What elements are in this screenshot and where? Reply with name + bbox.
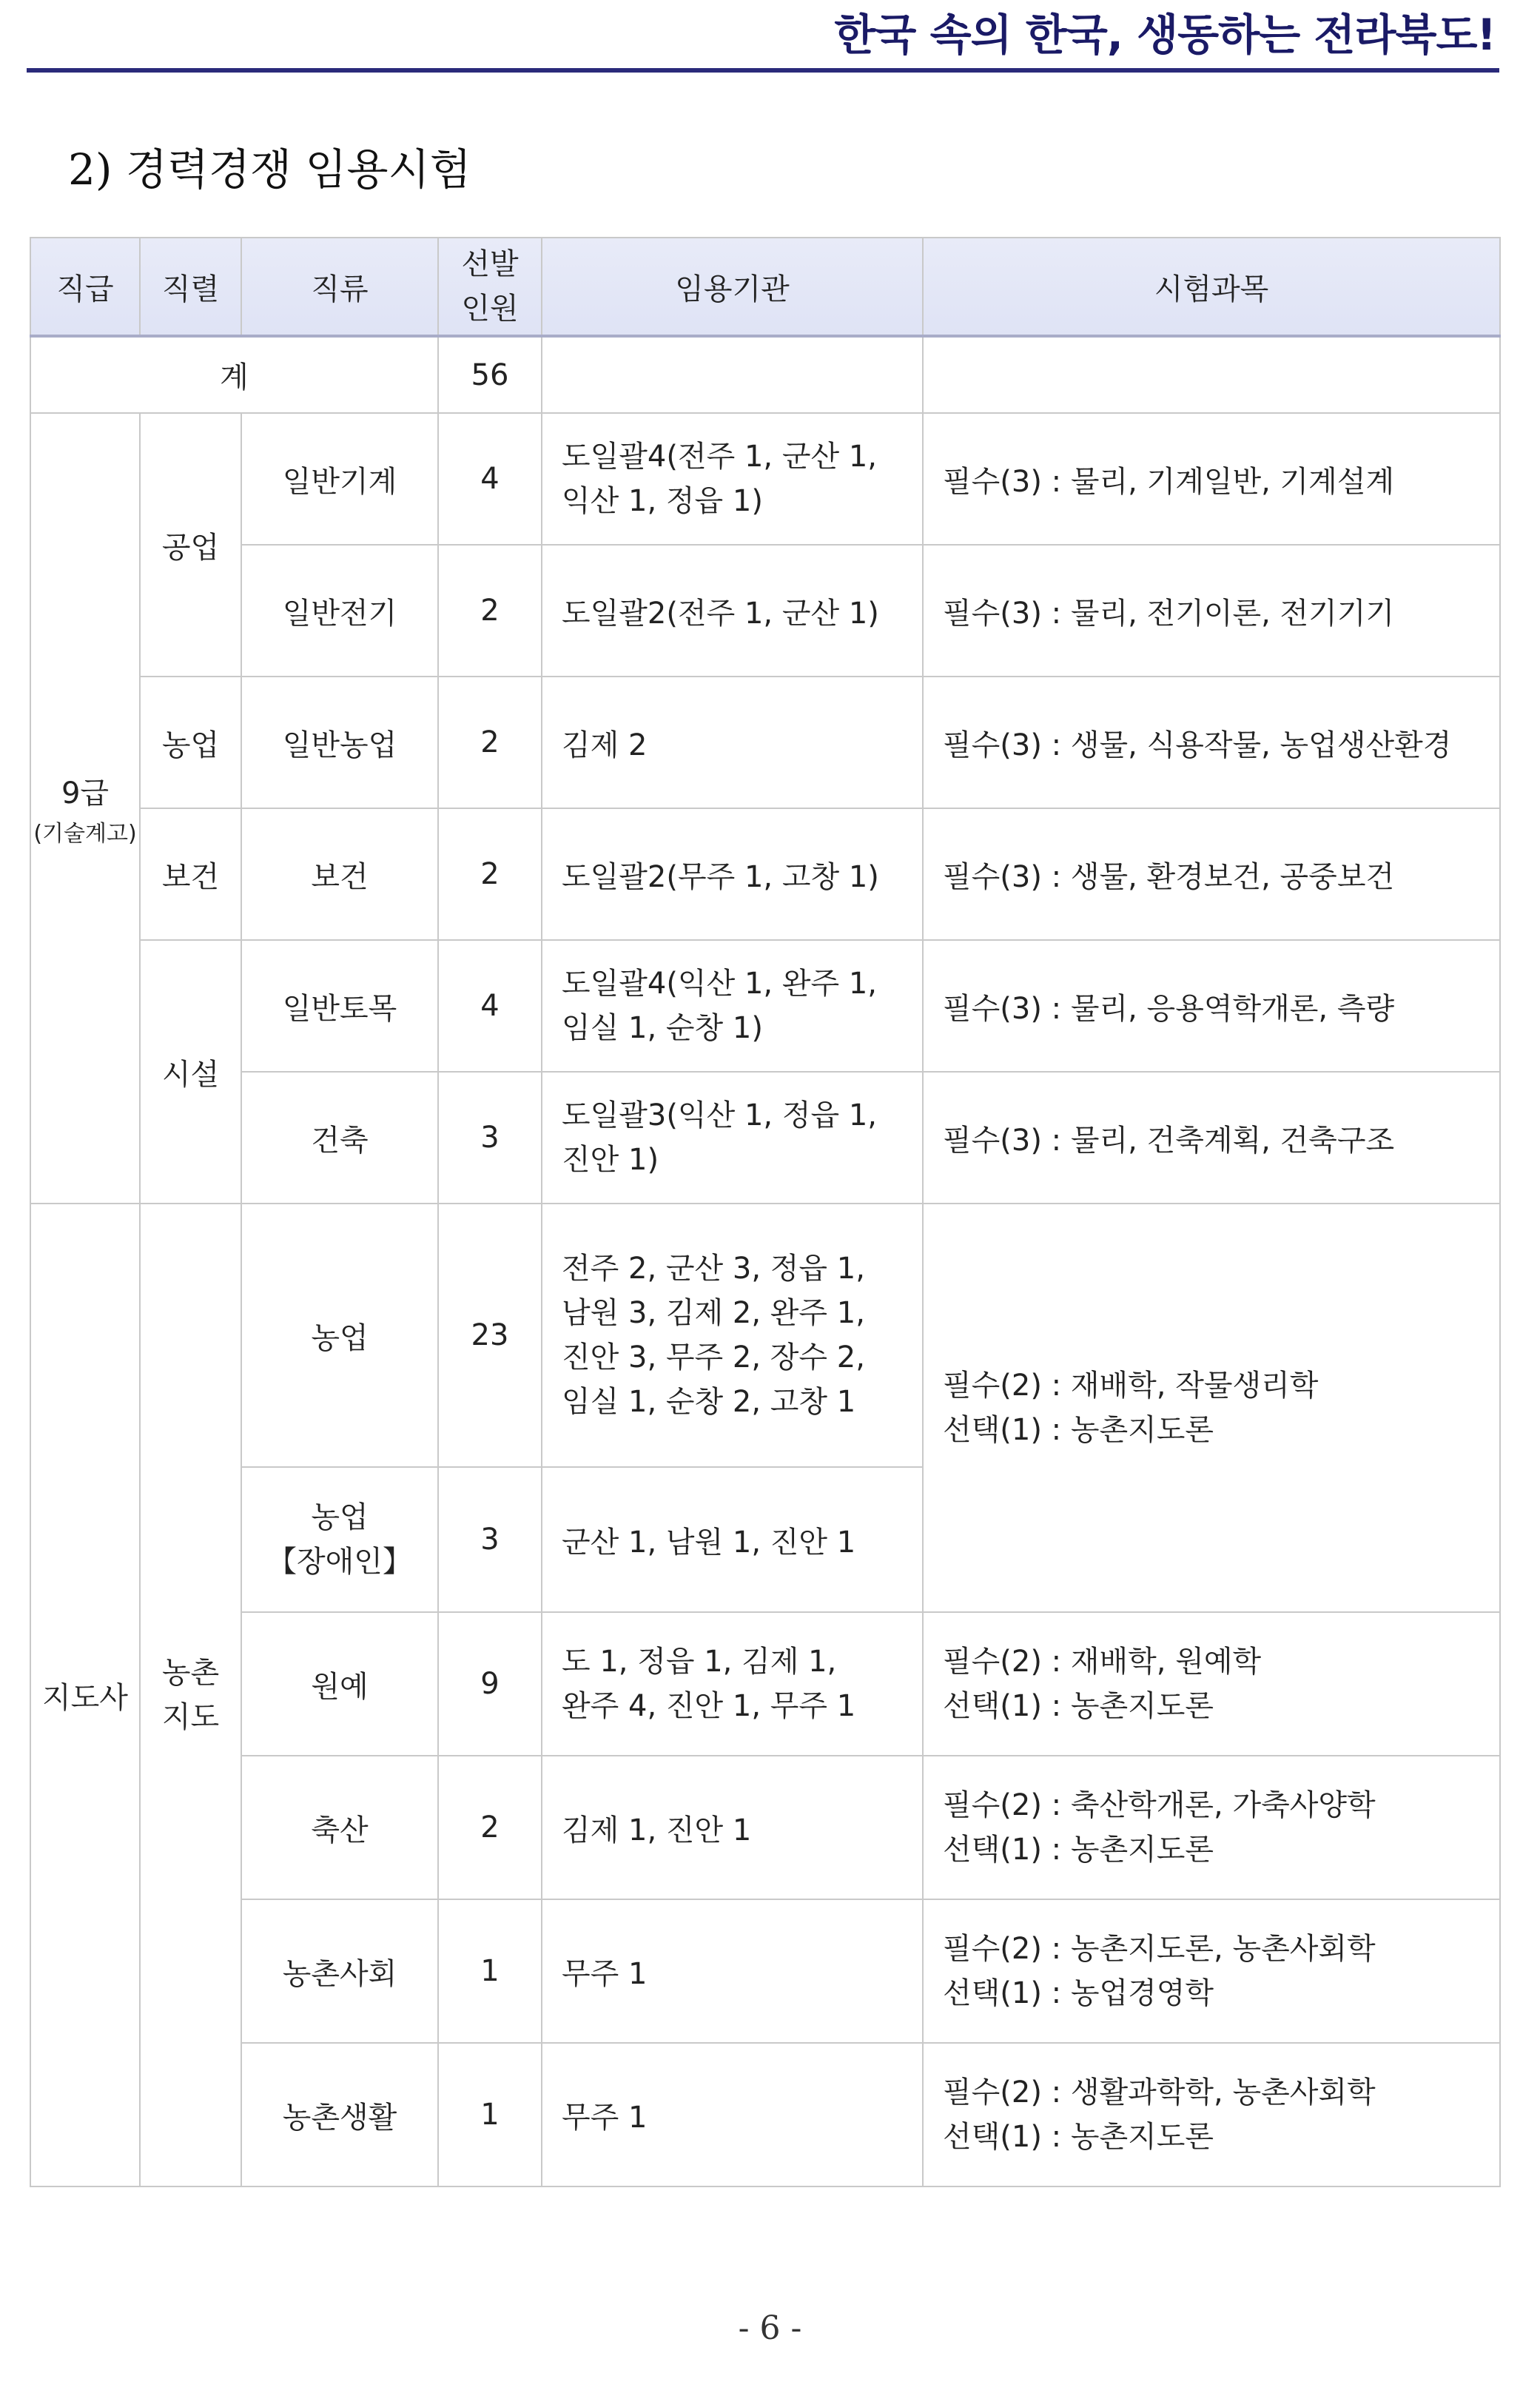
count-cell: 2 [438, 677, 542, 808]
agency-cell: 무주 1 [542, 1899, 923, 2043]
count-cell: 1 [438, 2043, 542, 2186]
class-cell: 일반전기 [241, 545, 438, 677]
col-header-series: 직렬 [140, 238, 241, 336]
total-label: 계 [30, 336, 438, 413]
series-gongeop: 공업 [140, 413, 241, 677]
series-bogeon: 보건 [140, 808, 241, 940]
agency-cell: 군산 1, 남원 1, 진안 1 [542, 1467, 923, 1612]
agency-cell: 도일괄4(전주 1, 군산 1, 익산 1, 정읍 1) [542, 413, 923, 545]
agency-cell: 김제 2 [542, 677, 923, 808]
class-cell: 농촌생활 [241, 2043, 438, 2186]
subjects-cell: 필수(2) : 생활과학학, 농촌사회학 선택(1) : 농촌지도론 [923, 2043, 1500, 2186]
series-siseol: 시설 [140, 940, 241, 1204]
header-slogan: 한국 속의 한국, 생동하는 전라북도! [834, 10, 1496, 60]
class-cell: 일반토목 [241, 940, 438, 1072]
page-number: - 6 - [738, 2309, 802, 2347]
grade-9-cell [30, 413, 140, 1204]
table-row [30, 1612, 1500, 1756]
subjects-cell: 필수(3) : 물리, 응용역학개론, 측량 [923, 940, 1500, 1072]
count-cell: 1 [438, 1899, 542, 2043]
grade-jidosa-cell: 지도사 [30, 1204, 140, 2186]
table-row [30, 1899, 1500, 2043]
total-row [30, 336, 1500, 413]
subjects-cell: 필수(3) : 생물, 식용작물, 농업생산환경 [923, 677, 1500, 808]
class-cell: 축산 [241, 1756, 438, 1899]
subjects-cell: 필수(2) : 축산학개론, 가축사양학 선택(1) : 농촌지도론 [923, 1756, 1500, 1899]
table-row [30, 413, 1500, 545]
subjects-cell: 필수(3) : 물리, 전기이론, 전기기기 [923, 545, 1500, 677]
total-count: 56 [438, 336, 542, 413]
count-cell: 23 [438, 1204, 542, 1467]
agency-cell: 도일괄2(무주 1, 고창 1) [542, 808, 923, 940]
subjects-cell: 필수(2) : 재배학, 작물생리학 선택(1) : 농촌지도론 [923, 1204, 1500, 1612]
col-header-grade: 직급 [30, 238, 140, 336]
table-row [30, 1756, 1500, 1899]
table-row [30, 940, 1500, 1072]
col-header-class: 직류 [241, 238, 438, 336]
table-row [30, 1204, 1500, 1467]
header-divider [27, 68, 1499, 73]
agency-cell: 도일괄3(익산 1, 정읍 1, 진안 1) [542, 1072, 923, 1204]
subjects-cell: 필수(3) : 물리, 기계일반, 기계설계 [923, 413, 1500, 545]
total-agency-empty [542, 336, 923, 413]
grade-sub: (기술계고) [33, 820, 137, 847]
table-row [30, 545, 1500, 677]
count-cell: 2 [438, 545, 542, 677]
count-cell: 3 [438, 1467, 542, 1612]
count-cell: 2 [438, 808, 542, 940]
class-cell: 일반농업 [241, 677, 438, 808]
table-header-row [30, 238, 1500, 336]
count-cell: 3 [438, 1072, 542, 1204]
class-cell: 농촌사회 [241, 1899, 438, 2043]
table-row [30, 1072, 1500, 1204]
agency-cell: 김제 1, 진안 1 [542, 1756, 923, 1899]
col-header-agency: 임용기관 [542, 238, 923, 336]
table-row [30, 677, 1500, 808]
table-row [30, 808, 1500, 940]
agency-cell: 도일괄2(전주 1, 군산 1) [542, 545, 923, 677]
subjects-cell: 필수(3) : 물리, 건축계획, 건축구조 [923, 1072, 1500, 1204]
subjects-cell: 필수(2) : 재배학, 원예학 선택(1) : 농촌지도론 [923, 1612, 1500, 1756]
count-cell: 4 [438, 940, 542, 1072]
col-header-subjects: 시험과목 [923, 238, 1500, 336]
count-cell: 4 [438, 413, 542, 545]
class-cell: 일반기계 [241, 413, 438, 545]
exam-table [30, 237, 1501, 2187]
subjects-cell: 필수(3) : 생물, 환경보건, 공중보건 [923, 808, 1500, 940]
total-subjects-empty [923, 336, 1500, 413]
count-cell: 9 [438, 1612, 542, 1756]
class-cell: 보건 [241, 808, 438, 940]
grade-main: 9급 [61, 776, 110, 810]
col-header-count: 선발 인원 [438, 238, 542, 336]
agency-cell: 무주 1 [542, 2043, 923, 2186]
class-cell: 건축 [241, 1072, 438, 1204]
table-row [30, 2043, 1500, 2186]
agency-cell: 도일괄4(익산 1, 완주 1, 임실 1, 순창 1) [542, 940, 923, 1072]
count-cell: 2 [438, 1756, 542, 1899]
agency-cell: 도 1, 정읍 1, 김제 1, 완주 4, 진안 1, 무주 1 [542, 1612, 923, 1756]
section-title: 2) 경력경쟁 임용시험 [68, 144, 471, 195]
class-cell: 농업 【장애인】 [241, 1467, 438, 1612]
agency-cell: 전주 2, 군산 3, 정읍 1, 남원 3, 김제 2, 완주 1, 진안 3, 무주 2, 장수 2, 임실 1, 순창 2, 고창 1 [542, 1204, 923, 1467]
series-nongeop: 농업 [140, 677, 241, 808]
class-cell: 원예 [241, 1612, 438, 1756]
class-cell: 농업 [241, 1204, 438, 1467]
subjects-cell: 필수(2) : 농촌지도론, 농촌사회학 선택(1) : 농업경영학 [923, 1899, 1500, 2043]
series-nongchon-jido: 농촌 지도 [140, 1204, 241, 2186]
